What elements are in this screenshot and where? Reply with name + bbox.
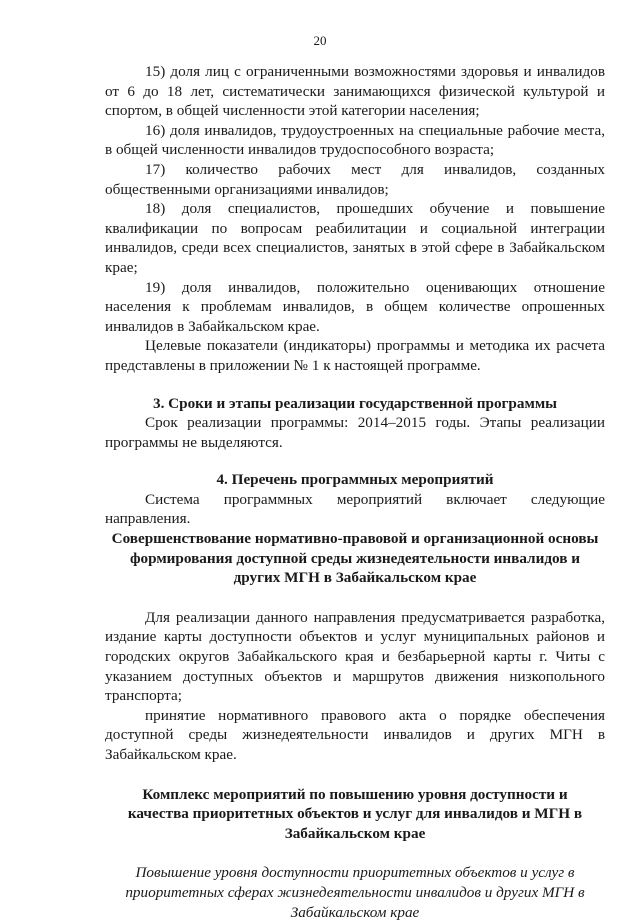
document-body <box>105 62 605 922</box>
page-number: 20 <box>313 33 327 48</box>
direction-paragraph-2: принятие нормативного правового акта о порядке обеспечения доступной среды жизнедеятельности инвалидов и других МГН в Забайкальском крае. <box>105 706 605 763</box>
direction-subheading: Совершенствование нормативно-правовой и организационной основы формирования доступной среды жизнедеятельности инвалидов и других МГН в Забайкальском крае <box>111 530 599 587</box>
section-3-text: Срок реализации программы: 2014–2015 годы. Этапы реализации программы не выделяются. <box>105 414 605 451</box>
section-3-heading: 3. Сроки и этапы реализации государственной программы <box>152 394 558 412</box>
list-item: 19) доля инвалидов, положительно оценивающих отношение населения к проблемам инвалидов, в общем количестве опрошенных инвалидов в Забайкальском крае. <box>105 278 605 335</box>
direction-paragraph-1: Для реализации данного направления предусматривается разработка, издание карты доступности объектов и услуг муниципальных районов и городских округов Забайкальского края и безбарьерной карты г. Читы с указанием доступных объектов и маршрутов движения низкопольного транспорта; <box>105 608 605 705</box>
section-4-heading: 4. Перечень программных мероприятий <box>216 471 494 489</box>
italic-heading: Повышение уровня доступности приоритетных объектов и услуг в приоритетных сферах жизнедеятельности инвалидов и других МГН в Забайкальском крае <box>125 864 585 921</box>
indicators-paragraph: Целевые показатели (индикаторы) программы и методика их расчета представлены в приложении № 1 к настоящей программе. <box>105 337 605 374</box>
list-item: 15) доля лиц с ограниченными возможностями здоровья и инвалидов от 6 до 18 лет, систематически занимающихся физической культурой и спортом, в общей численности этой категории населения; <box>105 63 605 120</box>
complex-heading: Комплекс мероприятий по повышению уровня доступности и качества приоритетных объектов и услуг для инвалидов и МГН в Забайкальском крае <box>127 785 583 842</box>
list-item: 17) количество рабочих мест для инвалидов, созданных общественными организациями инвалидов; <box>105 160 605 198</box>
section-4-intro: Система программных мероприятий включает следующие направления. <box>105 490 605 528</box>
list-item: 18) доля специалистов, прошедших обучение и повышение квалификации по вопросам реабилитации и социальной интеграции инвалидов, среди всех специалистов, занятых в этой сфере в Забайкальском крае; <box>105 200 605 276</box>
list-item: 16) доля инвалидов, трудоустроенных на специальные рабочие места, в общей численности инвалидов трудоспособного возраста; <box>105 121 605 159</box>
